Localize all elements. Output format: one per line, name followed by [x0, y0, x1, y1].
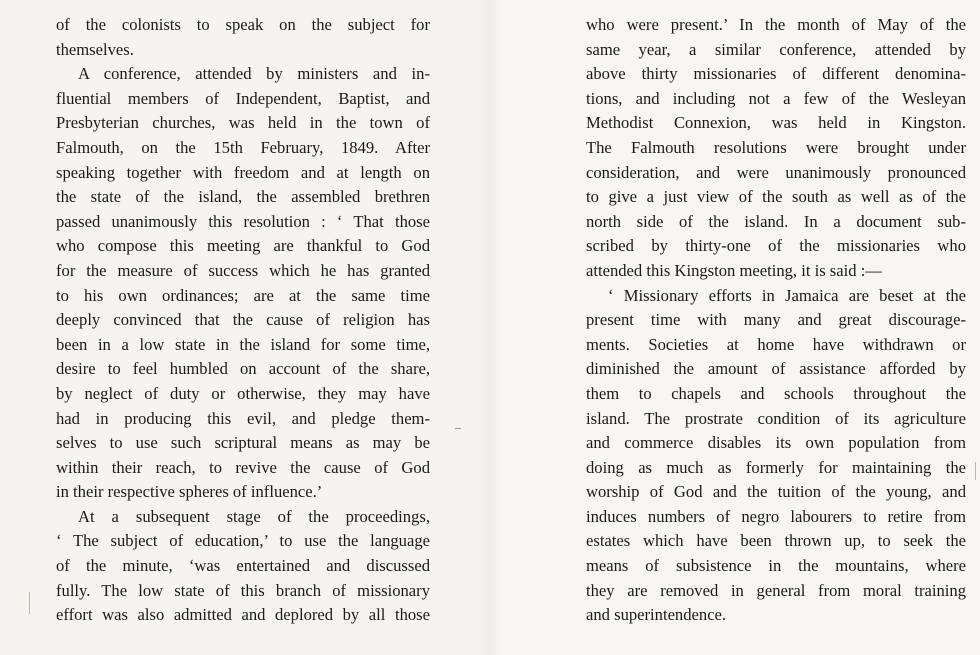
text-line: consideration, and were unanimously pronounced — [586, 162, 966, 182]
text-line: themselves. — [56, 39, 134, 59]
margin-speck — [29, 592, 30, 614]
text-line: ‘ Missionary efforts in Jamaica are beset at the — [608, 285, 966, 305]
margin-speck — [975, 462, 976, 480]
text-line: same year, a similar conference, attended by — [586, 39, 966, 59]
text-line: induces numbers of negro labourers to retire from — [586, 506, 966, 526]
text-line: doing as much as formerly for maintaining the — [586, 457, 966, 477]
text-line: scribed by thirty-one of the missionaries who — [586, 236, 966, 256]
text-line: who were present.’ In the month of May of the — [586, 15, 966, 34]
text-line: speaking together with freedom and at length on — [56, 162, 430, 182]
margin-speck — [455, 428, 461, 429]
text-line: fully. The low state of this branch of missionary — [56, 580, 430, 600]
text-line: Falmouth, on the 15th February, 1849. After — [56, 137, 430, 157]
text-line: A conference, attended by ministers and in- — [78, 64, 430, 84]
text-line: the state of the island, the assembled brethren — [56, 187, 430, 207]
text-line: who compose this meeting are thankful to God — [56, 236, 430, 256]
text-line: them to chapels and schools throughout the — [586, 383, 966, 403]
right-page-text — [586, 13, 966, 628]
text-line: desire to feel humbled on account of the share, — [56, 359, 430, 379]
text-line: north side of the island. In a document sub- — [586, 211, 966, 231]
text-line: for the measure of success which he has granted — [56, 260, 430, 280]
text-line: present time with many and great discourage- — [586, 310, 966, 330]
text-line: selves to use such scriptural means as may be — [56, 433, 430, 453]
text-line: diminished the amount of assistance afforded by — [586, 359, 966, 379]
text-line: passed unanimously this resolution : ‘ That those — [56, 211, 430, 231]
text-line: had in producing this evil, and pledge them- — [56, 408, 430, 428]
text-line: they are removed in general from moral training — [586, 580, 966, 600]
text-line: within their reach, to revive the cause of God — [56, 457, 430, 477]
text-line: ments. Societies at home have withdrawn or — [586, 334, 966, 354]
text-line: island. The prostrate condition of its agriculture — [586, 408, 966, 428]
text-line: effort was also admitted and deplored by all those — [56, 605, 430, 625]
text-line: attended this Kingston meeting, it is said :— — [586, 260, 882, 280]
text-line: tions, and including not a few of the Wesleyan — [586, 88, 966, 108]
text-line: of the minute, ‘was entertained and discussed — [56, 556, 430, 576]
text-line: and commerce disables its own population from — [586, 433, 966, 453]
text-line: estates which have been thrown up, to seek the — [586, 531, 966, 551]
text-line: to his own ordinances; are at the same time — [56, 285, 430, 305]
text-line: ‘ The subject of education,’ to use the language — [56, 531, 430, 551]
text-line: above thirty missionaries of different denomina- — [586, 64, 966, 84]
text-line: in their respective spheres of influence.’ — [56, 482, 323, 502]
text-line: to give a just view of the south as well as of the — [586, 187, 966, 207]
text-line: means of subsistence in the mountains, where — [586, 556, 966, 576]
text-line: Presbyterian churches, was held in the town of — [56, 113, 430, 133]
text-line: Methodist Connexion, was held in Kingston. — [586, 113, 966, 133]
text-line: been in a low state in the island for some time, — [56, 334, 430, 354]
text-line: The Falmouth resolutions were brought under — [586, 137, 966, 157]
text-line: worship of God and the tuition of the young, and — [586, 482, 966, 502]
left-page-text — [56, 13, 430, 628]
text-line: by neglect of duty or otherwise, they may have — [56, 383, 430, 403]
text-line: deeply convinced that the cause of religion has — [56, 310, 430, 330]
text-line: At a subsequent stage of the proceedings, — [78, 506, 430, 526]
text-line: fluential members of Independent, Baptist, and — [56, 88, 430, 108]
text-line: and superintendence. — [586, 605, 727, 625]
text-line: of the colonists to speak on the subject for — [56, 15, 430, 34]
book-gutter — [478, 0, 502, 655]
